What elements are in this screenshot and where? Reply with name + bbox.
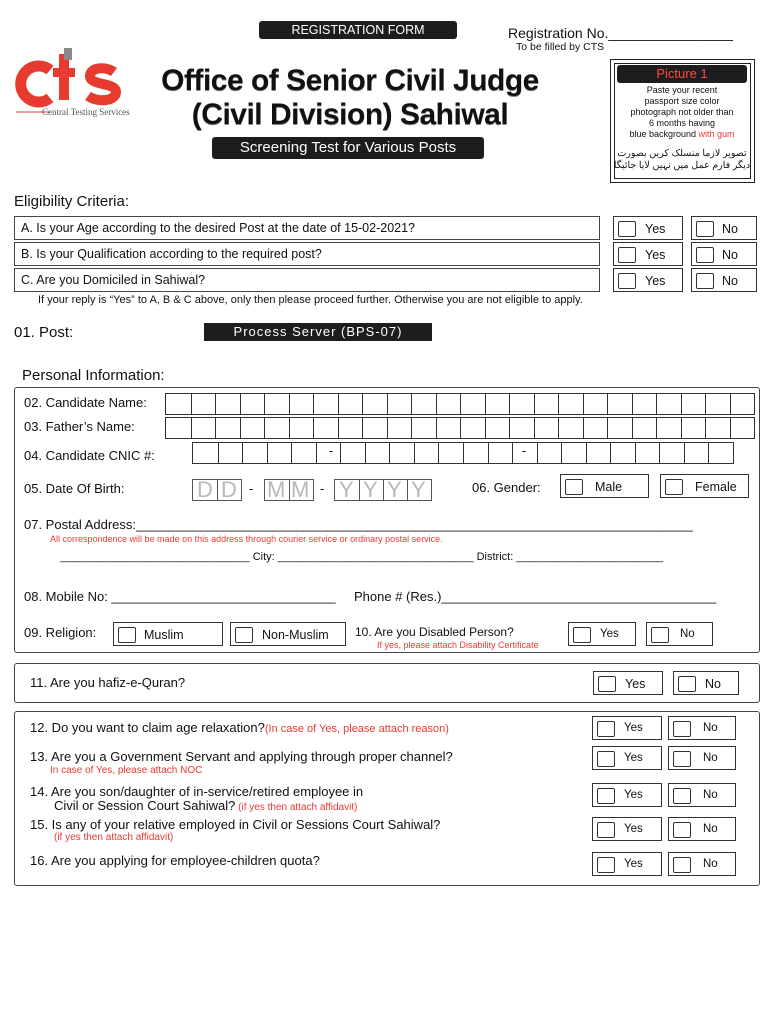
checkbox-icon[interactable] <box>665 479 683 495</box>
father-name-label: 03. Father’s Name: <box>24 419 135 434</box>
char-cell[interactable] <box>215 394 216 414</box>
char-cell[interactable] <box>191 394 192 414</box>
char-cell[interactable] <box>411 394 412 414</box>
char-cell[interactable] <box>610 443 611 463</box>
char-cell[interactable] <box>436 418 437 438</box>
q14-line2 <box>54 798 357 813</box>
char-cell[interactable] <box>240 394 241 414</box>
q16-yes-option[interactable] <box>592 852 662 876</box>
disabled-no-option[interactable] <box>646 622 713 646</box>
char-cell[interactable] <box>485 418 486 438</box>
q13-note: In case of Yes, please attach NOC <box>50 765 203 776</box>
eligibility-c-no[interactable] <box>691 268 757 292</box>
eligibility-b-no[interactable] <box>691 242 757 266</box>
no-label: No <box>722 222 738 236</box>
eligibility-a-label: A. Is your Age according to the desired Post at the date of 15-02-2021? <box>21 221 416 235</box>
char-cell[interactable] <box>362 394 363 414</box>
eligibility-c-yes[interactable] <box>613 268 683 292</box>
religion-nonmuslim-option[interactable] <box>230 622 346 646</box>
office-title-line1: Office of Senior Civil Judge <box>161 64 539 97</box>
char-cell[interactable] <box>681 394 682 414</box>
eligibility-a-yes[interactable] <box>613 216 683 240</box>
post-value-banner <box>204 323 432 341</box>
dob-m-placeholder: M <box>291 477 310 502</box>
eligibility-heading: Eligibility Criteria: <box>14 193 130 210</box>
dob-d-placeholder: D <box>197 477 213 502</box>
no-label: No <box>722 274 738 288</box>
char-cell[interactable] <box>460 394 461 414</box>
char-cell[interactable] <box>534 394 535 414</box>
photo-line5a: blue background <box>629 129 699 139</box>
char-cell[interactable] <box>291 443 292 463</box>
dob-d-placeholder: D <box>221 477 237 502</box>
q12 <box>30 720 449 735</box>
photo-title: Picture 1 <box>656 66 708 81</box>
photo-title-banner <box>617 65 747 83</box>
char-cell[interactable] <box>338 418 339 438</box>
char-cell[interactable] <box>730 394 731 414</box>
yes-label: Yes <box>624 722 643 734</box>
disabled-yes-option[interactable] <box>568 622 636 646</box>
char-cell[interactable] <box>558 394 559 414</box>
char-cell[interactable] <box>218 443 219 463</box>
char-cell[interactable] <box>240 418 241 438</box>
dob-divider <box>383 480 384 500</box>
yes-label: Yes <box>624 752 643 764</box>
registration-number-label: Registration No.________________ <box>508 25 733 41</box>
disabled-label: 10. Are you Disabled Person? <box>355 625 514 639</box>
char-cell[interactable] <box>414 443 415 463</box>
cts-logo <box>10 48 140 123</box>
gender-male-option[interactable] <box>560 474 649 498</box>
char-cell[interactable] <box>365 443 366 463</box>
dob-day-input[interactable] <box>192 479 242 501</box>
yes-label: Yes <box>600 628 619 640</box>
dob-divider <box>407 480 408 500</box>
char-cell[interactable] <box>264 418 265 438</box>
checkbox-icon[interactable] <box>651 627 669 643</box>
q15-note: (if yes then attach affidavit) <box>54 832 174 843</box>
q15-label: 15. Is any of your relative employed in Civil or Sessions Court Sahiwal? <box>30 817 441 832</box>
no-label: No <box>705 677 721 691</box>
no-label: No <box>703 823 718 835</box>
dob-dash-2: - <box>320 481 325 496</box>
char-cell[interactable] <box>313 418 314 438</box>
dob-divider <box>289 480 290 500</box>
char-cell[interactable] <box>460 418 461 438</box>
cnic-input[interactable] <box>192 442 734 464</box>
char-cell[interactable] <box>438 443 439 463</box>
dob-y-placeholder: Y <box>411 477 426 502</box>
eligibility-b-label: B. Is your Qualification according to the required post? <box>21 247 322 261</box>
no-label: No <box>680 628 695 640</box>
dob-y-placeholder: Y <box>363 477 378 502</box>
candidate-name-input[interactable] <box>165 393 755 415</box>
checkbox-icon[interactable] <box>598 676 616 692</box>
religion-label: 09. Religion: <box>24 625 97 640</box>
char-cell[interactable] <box>338 394 339 414</box>
eligibility-note: If your reply is “Yes” to A, B & C above, only then please proceed further. Otherwise you are not eligible to apply. <box>38 294 583 306</box>
char-cell[interactable] <box>289 394 290 414</box>
char-cell[interactable] <box>659 443 660 463</box>
checkbox-icon[interactable] <box>673 751 691 767</box>
photo-line1: Paste your recent <box>646 85 718 95</box>
mobile-field[interactable]: 08. Mobile No: _______________________________ <box>24 589 336 604</box>
dob-label: 05. Date Of Birth: <box>24 481 125 496</box>
checkbox-icon[interactable] <box>678 676 696 692</box>
q14-label-line1: 14. Are you son/daughter of in-service/retired employee in <box>30 784 364 799</box>
photo-urdu1: تصویر لازما منسلک کریں بصورت <box>617 148 747 159</box>
char-cell[interactable] <box>635 443 636 463</box>
form-title-banner <box>259 21 457 39</box>
yes-label: Yes <box>645 274 666 288</box>
char-cell[interactable] <box>362 418 363 438</box>
checkbox-icon[interactable] <box>573 627 591 643</box>
char-cell[interactable] <box>488 443 489 463</box>
char-cell[interactable] <box>561 443 562 463</box>
checkbox-icon[interactable] <box>696 247 714 263</box>
no-label: No <box>722 248 738 262</box>
checkbox-icon[interactable] <box>597 822 615 838</box>
q12-note: (In case of Yes, please attach reason) <box>264 723 449 735</box>
char-cell[interactable] <box>463 443 464 463</box>
char-cell[interactable] <box>436 394 437 414</box>
q14-no-option[interactable] <box>668 783 736 807</box>
char-cell[interactable] <box>656 394 657 414</box>
char-cell[interactable] <box>389 443 390 463</box>
no-label: No <box>703 722 718 734</box>
cnic-label: 04. Candidate CNIC #: <box>24 448 155 463</box>
char-cell[interactable] <box>191 418 192 438</box>
q12-no-option[interactable] <box>668 716 736 740</box>
postal-address-field[interactable]: 07. Postal Address:_____________________________________________________________________________ <box>24 517 693 532</box>
quran-yes-option[interactable] <box>593 671 663 695</box>
dob-dash-1: - <box>249 481 254 496</box>
yes-label: Yes <box>645 222 666 236</box>
candidate-name-label: 02. Candidate Name: <box>24 395 147 410</box>
char-cell[interactable] <box>411 418 412 438</box>
char-cell[interactable] <box>632 418 633 438</box>
female-label: Female <box>695 480 737 494</box>
checkbox-icon[interactable] <box>673 788 691 804</box>
yes-label: Yes <box>624 858 643 870</box>
yes-label: Yes <box>645 248 666 262</box>
no-label: No <box>703 752 718 764</box>
char-cell[interactable] <box>340 443 341 463</box>
checkbox-icon[interactable] <box>597 721 615 737</box>
eligibility-b-yes[interactable] <box>613 242 683 266</box>
checkbox-icon[interactable] <box>696 221 714 237</box>
char-cell[interactable] <box>242 443 243 463</box>
cnic-dash-1: - <box>325 443 337 458</box>
yes-label: Yes <box>624 789 643 801</box>
gender-label: 06. Gender: <box>472 480 541 495</box>
checkbox-icon[interactable] <box>597 751 615 767</box>
dob-y-placeholder: Y <box>339 477 354 502</box>
char-cell[interactable] <box>512 443 513 463</box>
photo-line2: passport size color <box>644 96 720 106</box>
char-cell[interactable] <box>632 394 633 414</box>
q14-note: (if yes then attach affidavit) <box>235 802 358 813</box>
char-cell[interactable] <box>607 418 608 438</box>
char-cell[interactable] <box>730 418 731 438</box>
char-cell[interactable] <box>313 394 314 414</box>
eligibility-row-c <box>14 268 600 292</box>
dob-month-input[interactable] <box>264 479 314 501</box>
dob-year-input[interactable] <box>334 479 432 501</box>
quran-no-option[interactable] <box>673 671 739 695</box>
screening-text: Screening Test for Various Posts <box>239 139 457 156</box>
char-cell[interactable] <box>586 443 587 463</box>
eligibility-row-b <box>14 242 600 266</box>
q16-label: 16. Are you applying for employee-children quota? <box>30 853 320 868</box>
disabled-note: If yes, please attach Disability Certificate <box>377 640 539 650</box>
char-cell[interactable] <box>509 394 510 414</box>
checkbox-icon[interactable] <box>673 857 691 873</box>
dob-m-placeholder: M <box>267 477 286 502</box>
phone-field[interactable]: Phone # (Res.)______________________________________ <box>354 589 717 604</box>
photo-urdu2: دیگر فارم عمل میں نہیں لایا جائیگا <box>613 160 751 171</box>
form-title: REGISTRATION FORM <box>291 23 425 37</box>
char-cell[interactable] <box>387 394 388 414</box>
screening-banner <box>212 137 484 159</box>
checkbox-icon[interactable] <box>618 273 636 289</box>
no-label: No <box>703 858 718 870</box>
char-cell[interactable] <box>267 443 268 463</box>
checkbox-icon[interactable] <box>673 721 691 737</box>
char-cell[interactable] <box>708 443 709 463</box>
male-label: Male <box>595 480 623 494</box>
photo-line5b: with gum <box>698 129 735 139</box>
photo-line4: 6 months having <box>648 118 716 128</box>
dob-y-placeholder: Y <box>387 477 402 502</box>
q14-yes-option[interactable] <box>592 783 662 807</box>
checkbox-icon[interactable] <box>618 221 636 237</box>
char-cell[interactable] <box>583 418 584 438</box>
q13-yes-option[interactable] <box>592 746 662 770</box>
char-cell[interactable] <box>387 418 388 438</box>
yes-label: Yes <box>624 823 643 835</box>
char-cell[interactable] <box>684 443 685 463</box>
checkbox-icon[interactable] <box>597 857 615 873</box>
checkbox-icon[interactable] <box>673 822 691 838</box>
post-label: 01. Post: <box>14 324 74 341</box>
dob-divider <box>217 480 218 500</box>
char-cell[interactable] <box>485 394 486 414</box>
q12-yes-option[interactable] <box>592 716 662 740</box>
personal-heading: Personal Information: <box>22 367 165 384</box>
cnic-dash-2: - <box>518 443 530 458</box>
q15-no-option[interactable] <box>668 817 736 841</box>
char-cell[interactable] <box>215 418 216 438</box>
q14-label-line2: Civil or Session Court Sahiwal? <box>54 798 236 813</box>
checkbox-icon[interactable] <box>118 627 136 643</box>
q13-no-option[interactable] <box>668 746 736 770</box>
photo-instructions <box>611 85 753 140</box>
q16-no-option[interactable] <box>668 852 736 876</box>
eligibility-a-no[interactable] <box>691 216 757 240</box>
post-value: Process Server (BPS-07) <box>233 324 403 339</box>
checkbox-icon[interactable] <box>696 273 714 289</box>
char-cell[interactable] <box>537 443 538 463</box>
registration-note: To be filled by CTS <box>516 41 605 53</box>
q13-label: 13. Are you a Government Servant and applying through proper channel? <box>30 749 453 764</box>
photo-line3: photograph not older than <box>630 107 734 117</box>
char-cell[interactable] <box>681 418 682 438</box>
logo-subtitle: Central Testing Services <box>42 107 130 117</box>
photo-urdu <box>611 148 753 172</box>
office-title-line2: (Civil Division) Sahiwal <box>191 98 509 131</box>
char-cell[interactable] <box>558 418 559 438</box>
char-cell[interactable] <box>583 394 584 414</box>
quran-label: 11. Are you hafiz-e-Quran? <box>30 675 186 690</box>
photo-box <box>610 59 755 183</box>
religion-muslim-option[interactable] <box>113 622 223 646</box>
city-district-line[interactable]: _______________________________ City: ________________________________ District: ________________________ <box>60 551 664 563</box>
eligibility-row-a <box>14 216 600 240</box>
char-cell[interactable] <box>607 394 608 414</box>
no-label: No <box>703 789 718 801</box>
char-cell[interactable] <box>509 418 510 438</box>
nonmuslim-label: Non-Muslim <box>262 628 329 642</box>
yes-label: Yes <box>625 677 646 691</box>
char-cell[interactable] <box>656 418 657 438</box>
gender-female-option[interactable] <box>660 474 749 498</box>
char-cell[interactable] <box>705 394 706 414</box>
q15-yes-option[interactable] <box>592 817 662 841</box>
char-cell[interactable] <box>534 418 535 438</box>
dob-divider <box>359 480 360 500</box>
char-cell[interactable] <box>264 394 265 414</box>
muslim-label: Muslim <box>144 628 184 642</box>
father-name-input[interactable] <box>165 417 755 439</box>
postal-note: All correspondence will be made on this address through courier service or ordinary postal service. <box>50 534 443 544</box>
eligibility-c-label: C. Are you Domiciled in Sahiwal? <box>21 273 206 287</box>
q12-label: 12. Do you want to claim age relaxation? <box>30 720 265 735</box>
checkbox-icon[interactable] <box>618 247 636 263</box>
checkbox-icon[interactable] <box>597 788 615 804</box>
char-cell[interactable] <box>289 418 290 438</box>
char-cell[interactable] <box>705 418 706 438</box>
checkbox-icon[interactable] <box>235 627 253 643</box>
checkbox-icon[interactable] <box>565 479 583 495</box>
char-cell[interactable] <box>316 443 317 463</box>
